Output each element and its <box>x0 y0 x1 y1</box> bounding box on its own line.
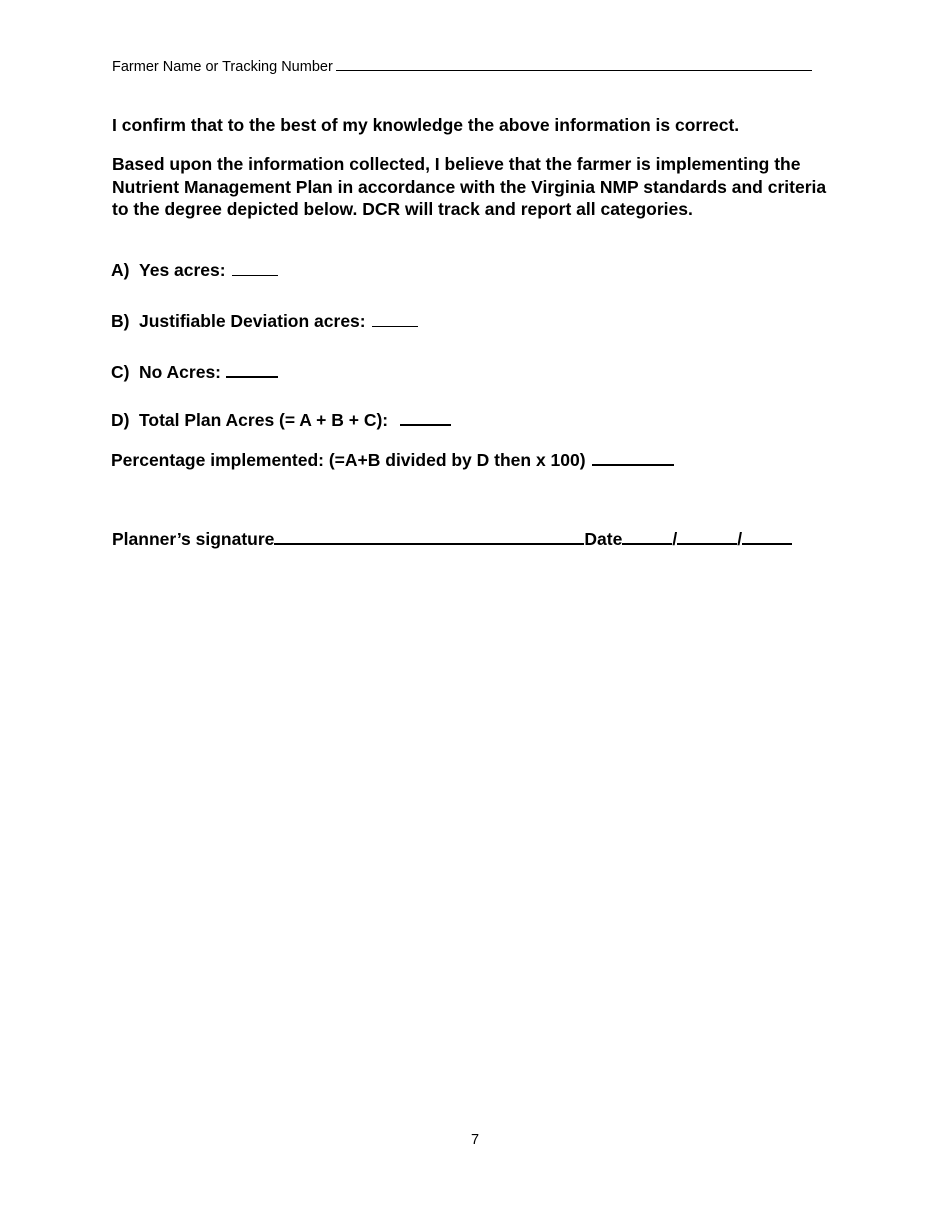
date-label: Date <box>584 529 623 549</box>
item-label: Total Plan Acres (= A + B + C): <box>139 410 389 430</box>
item-letter: A) <box>111 260 130 280</box>
justifiable-deviation-acres-blank[interactable] <box>372 325 418 327</box>
no-acres-blank[interactable] <box>226 375 278 378</box>
signature-row <box>112 528 812 551</box>
item-no-acres <box>111 361 278 384</box>
date-separator: / <box>737 529 743 549</box>
percentage-implemented <box>111 449 674 472</box>
item-label: Justifiable Deviation acres: <box>139 311 366 331</box>
signature-label: Planner’s signature <box>112 529 275 549</box>
item-justifiable-deviation-acres <box>111 310 418 333</box>
percentage-blank[interactable] <box>592 463 674 466</box>
item-label: No Acres: <box>139 362 222 382</box>
confirmation-statement: I confirm that to the best of my knowledge the above information is correct. <box>112 115 740 135</box>
percentage-label: Percentage implemented: (=A+B divided by D then x 100) <box>111 450 586 470</box>
signature-line[interactable] <box>274 529 584 545</box>
date-separator: / <box>672 529 678 549</box>
farmer-name-field <box>112 57 812 76</box>
yes-acres-blank[interactable] <box>232 274 278 276</box>
total-plan-acres-blank[interactable] <box>400 423 451 426</box>
implementation-statement: Based upon the information collected, I believe that the farmer is implementing the Nutrient Management Plan in accordance with the Virginia NMP standards and criteria to the degree depicted below. DCR will track and report all categories. <box>112 154 827 219</box>
farmer-name-line[interactable] <box>336 57 812 71</box>
farmer-name-label: Farmer Name or Tracking Number <box>112 59 333 75</box>
item-yes-acres <box>111 259 278 282</box>
date-year-line[interactable] <box>742 529 792 545</box>
item-label: Yes acres: <box>139 260 226 280</box>
item-total-plan-acres <box>111 409 451 432</box>
item-letter: D) <box>111 410 130 430</box>
item-letter: C) <box>111 362 130 382</box>
page-number: 7 <box>470 1132 480 1148</box>
date-month-line[interactable] <box>622 529 672 545</box>
item-letter: B) <box>111 311 130 331</box>
date-day-line[interactable] <box>677 529 737 545</box>
